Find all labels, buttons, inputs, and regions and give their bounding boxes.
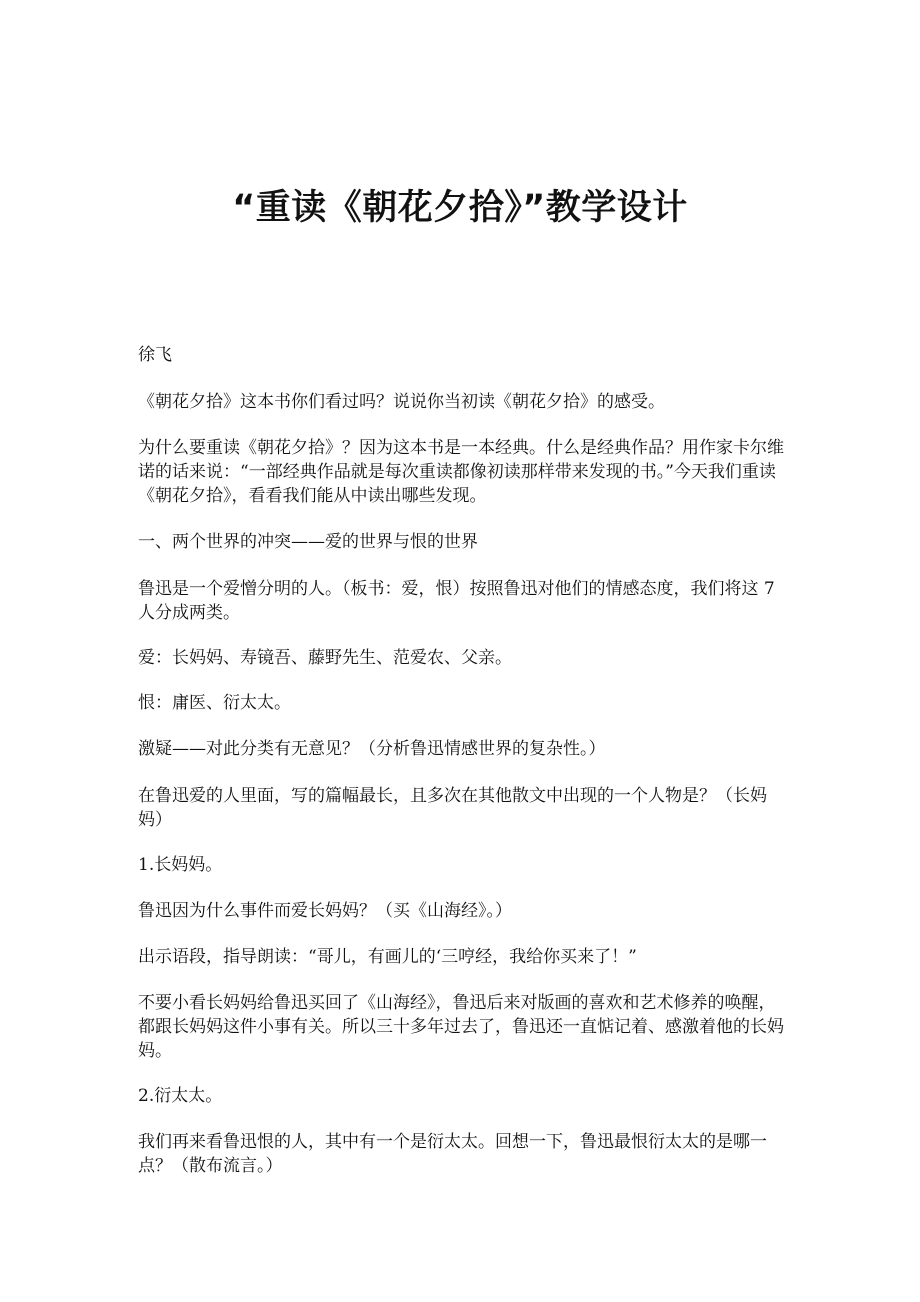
paragraph-10: 不要小看长妈妈给鲁迅买回了《山海经》，鲁迅后来对版画的喜欢和艺术修养的唤醒，都跟长妈妈这件小事有关。所以三十多年过去了，鲁迅还一直惦记着、感激着他的长妈妈。	[138, 993, 784, 1061]
paragraph-6: 激疑——对此分类有无意见？（分析鲁迅情感世界的复杂性。）	[138, 739, 606, 759]
paragraph-7: 在鲁迅爱的人里面，写的篇幅最长，且多次在其他散文中出现的一个人物是？（长妈妈）	[138, 786, 767, 830]
paragraph-4: 爱：长妈妈、寿镜吾、藤野先生、范爱农、父亲。	[138, 648, 512, 668]
subheading-2: 2.衍太太。	[138, 1086, 223, 1106]
paragraph-5: 恨：庸医、衍太太。	[138, 693, 291, 713]
subheading-1: 1.长妈妈。	[138, 855, 223, 875]
document-title: “重读《朝花夕拾》”教学设计	[232, 188, 688, 228]
paragraph-2: 为什么要重读《朝花夕拾》？因为这本书是一本经典。什么是经典作品？用作家卡尔维诺的话来说：“一部经典作品就是每次重读都像初读那样带来发现的书。”今天我们重读《朝花夕拾》，看看我们能从中读出哪些发现。	[138, 438, 784, 506]
author-name: 徐飞	[138, 345, 172, 365]
section-heading-1: 一、两个世界的冲突——爱的世界与恨的世界	[138, 532, 478, 552]
paragraph-3: 鲁迅是一个爱憎分明的人。（板书：爱，恨）按照鲁迅对他们的情感态度，我们将这 7 人分成两类。	[138, 579, 775, 623]
paragraph-11: 我们再来看鲁迅恨的人，其中有一个是衍太太。回想一下，鲁迅最恨衍太太的是哪一点？（散布流言。）	[138, 1132, 767, 1176]
paragraph-1: 《朝花夕拾》这本书你们看过吗？说说你当初读《朝花夕拾》的感受。	[138, 392, 665, 412]
paragraph-9: 出示语段，指导朗读：“哥儿，有画儿的‘三哼经，我给你买来了！”	[138, 947, 637, 967]
paragraph-8: 鲁迅因为什么事件而爱长妈妈？（买《山海经》。）	[138, 901, 512, 921]
